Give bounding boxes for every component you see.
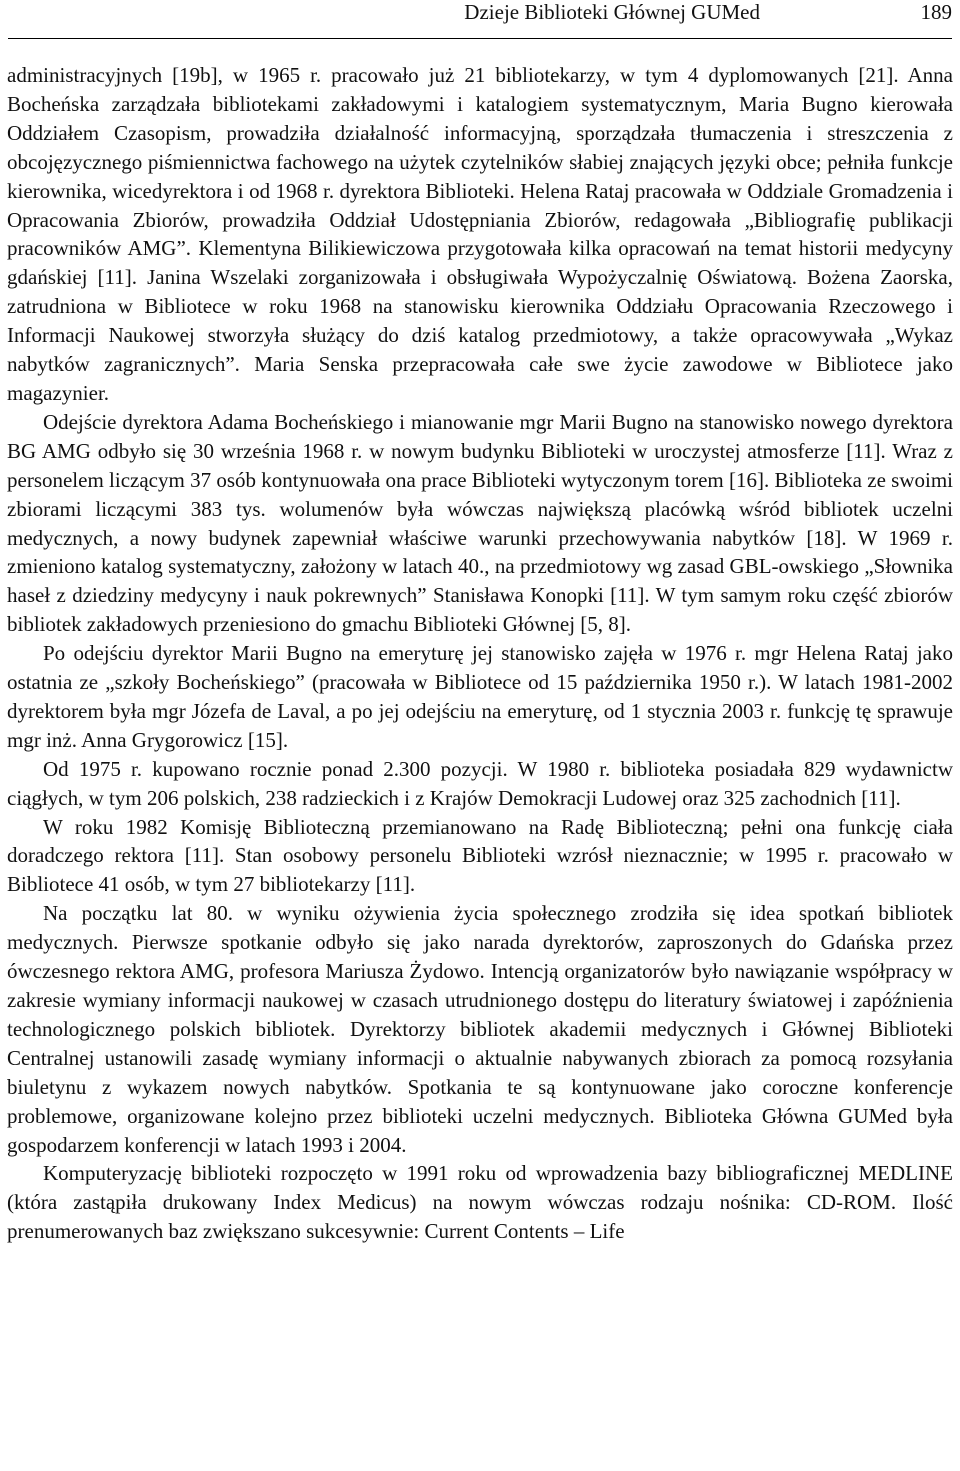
paragraph: Na początku lat 80. w wyniku ożywienia życia społecznego zrodziła się idea spotkań bibliotek medycznych. Pierwsze spotkanie odbyło się jako narada dyrektorów, zaproszonych do Gdańska przez ówczesnego rektora AMG, profesora Mariusza Żydowo. Intencją organizatorów było nawiązanie współpracy w zakresie wymiany informacji naukowej w czasach utrudnionego dostępu do literatury światowej i zapóźnienia technologicznego polskich bibliotek. Dyrektorzy bibliotek akademii medycznych i Głównej Biblioteki Centralnej ustanowili zasadę wymiany informacji o aktualnie nabywanych zbiorach za pomocą rozsyłania biuletynu z wykazem nowych nabytków. Spotkania te są kontynuowane jako coroczne konferencje problemowe, organizowane kolejno przez biblioteki uczelni medycznych. Biblioteka Główna GUMed była gospodarzem konferencji w latach 1993 i 2004. [7, 901, 953, 1157]
paragraph: Komputeryzację biblioteki rozpoczęto w 1991 roku od wprowadzenia bazy bibliograficznej MEDLINE (która zastąpiła drukowany Index Medicus) na nowym wówczas rodzaju nośnika: CD-ROM. Ilość prenumerowanych baz zwiększano sukcesywnie: Current Contents – Life [7, 1161, 953, 1244]
running-title: Dzieje Biblioteki Głównej GUMed [464, 0, 760, 24]
paragraph: Od 1975 r. kupowano rocznie ponad 2.300 pozycji. W 1980 r. biblioteka posiadała 829 wydawnictw ciągłych, w tym 206 polskich, 238 radzieckich i z Krajów Demokracji Ludowej oraz 325 zachodnich [11]. [7, 756, 953, 810]
paragraph: administracyjnych [19b], w 1965 r. pracowało już 21 bibliotekarzy, w tym 4 dyplomowanych [21]. Anna Bocheńska zarządzała bibliotekami zakładowymi i katalogiem systematycznym, Maria Bugno kierowała Oddziałem Czasopism, prowadziła działalność informacyjną, sporządzała tłumaczenia i streszczenia z obcojęzycznego piśmiennictwa fachowego na użytek czytelników słabiej znających języki obce; pełniła funkcje kierownika, wicedyrektora i od 1968 r. dyrektora Biblioteki. Helena Rataj pracowała w Oddziale Gromadzenia i Opracowania Zbiorów, prowadziła Oddział Udostępniania Zbiorów, redagowała „Bibliografię publikacji pracowników AMG”. Klementyna Bilikiewiczowa przygotowała kilka opracowań na temat historii medycyny gdańskiej [11]. Janina Wszelaki zorganizowała i obsługiwała Wypożyczalnię Oświatową. Bożena Zaorska, zatrudniona w Bibliotece w roku 1968 na stanowisku kierownika Oddziału Opracowania Rzeczowego i Informacji Naukowej stworzyła służący do dziś katalog przedmiotowy, a także opracowywała „Wykaz nabytków zagranicznych”. Maria Senska przepracowała całe swe życie zawodowe w Bibliotece jako magazynier. [7, 63, 953, 405]
page-number: 189 [920, 0, 952, 24]
body-text [7, 61, 953, 1246]
paragraph: Odejście dyrektora Adama Bocheńskiego i mianowanie mgr Marii Bugno na stanowisko nowego dyrektora BG AMG odbyło się 30 września 1968 r. w nowym budynku Biblioteki w uroczystej atmosferze [11]. Wraz z personelem liczącym 37 osób kontynuowała ona prace Biblioteki wytyczonym torem [16]. Biblioteka ze swoimi zbiorami liczącymi 383 tys. wolumenów była wówczas największą placówką wśród bibliotek uczelni medycznych, a nowy budynek zapewniał właściwe warunki przechowywania nabytków [18]. W 1969 r. zmieniono katalog systematyczny, założony w latach 40., na przedmiotowy wg zasad GBL-owskiego „Słownika haseł z dziedziny medycyny i nauk pokrewnych” Stanisława Konopki [11]. W tym samym roku część zbiorów bibliotek zakładowych przeniesiono do gmachu Biblioteki Głównej [5, 8]. [7, 409, 953, 637]
paragraph: W roku 1982 Komisję Biblioteczną przemianowano na Radę Biblioteczną; pełni ona funkcję ciała doradczego rektora [11]. Stan osobowy personelu Biblioteki wzrósł nieznacznie; w 1995 r. pracowało w Bibliotece 41 osób, w tym 27 bibliotekarzy [11]. [7, 814, 953, 897]
running-header [8, 0, 952, 39]
paragraph: Po odejściu dyrektor Marii Bugno na emeryturę jej stanowisko zajęła w 1976 r. mgr Helena Rataj jako ostatnia ze „szkoły Bocheńskiego” (pracowała w Bibliotece od 15 października 1950 r.). W latach 1981-2002 dyrektorem była mgr Józefa de Laval, a po jej odejściu na emeryturę, od 1 stycznia 2003 r. funkcję tę sprawuje mgr inż. Anna Grygorowicz [15]. [7, 641, 953, 752]
